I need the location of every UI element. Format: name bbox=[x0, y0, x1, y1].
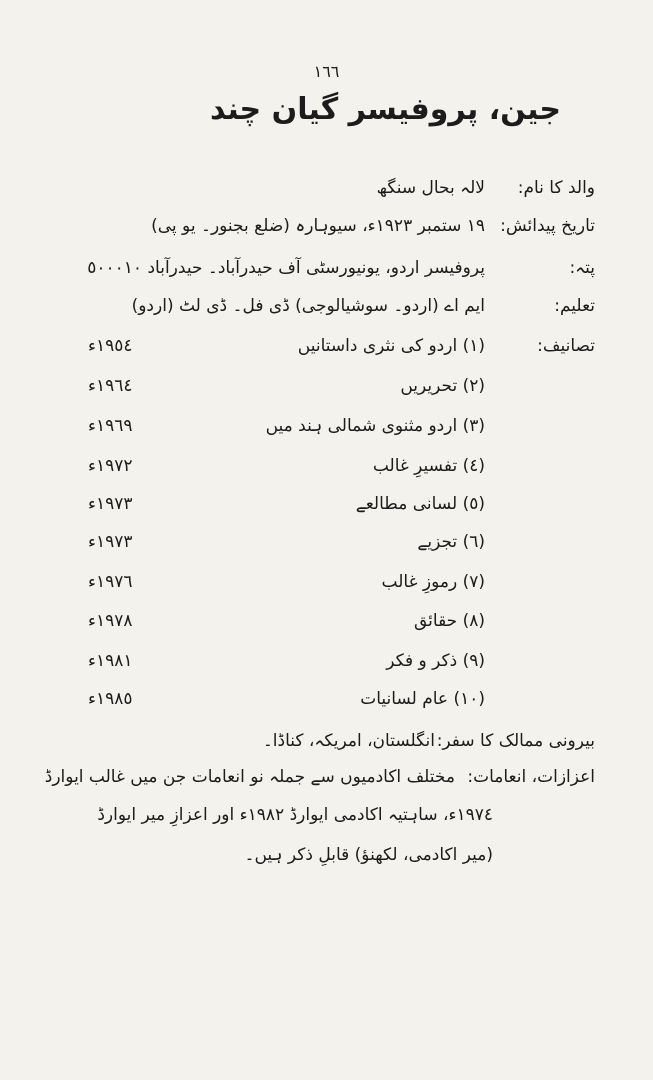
education-label: تعلیم: bbox=[554, 296, 595, 316]
work-year: ١٩٦٩ء bbox=[88, 416, 133, 436]
work-year: ١٩٧٢ء bbox=[88, 456, 133, 476]
work-title: (٦) تجزیے bbox=[417, 532, 485, 552]
address-label: پتہ: bbox=[569, 258, 595, 278]
work-title: (٧) رموزِ غالب bbox=[381, 572, 485, 592]
work-year: ١٩٨٥ء bbox=[88, 689, 133, 709]
travel-value: انگلستان، امریکہ، کناڈا۔ bbox=[262, 731, 435, 751]
work-title: (١) اردو کی نثری داستانیں bbox=[297, 336, 485, 356]
work-year: ١٩٧٣ء bbox=[88, 494, 133, 514]
work-title: (٥) لسانی مطالعے bbox=[355, 494, 485, 514]
work-title: (٣) اردو مثنوی شمالی ہند میں bbox=[265, 416, 485, 436]
awards-label: اعزازات، انعامات: bbox=[467, 767, 595, 787]
work-year: ١٩٧٦ء bbox=[88, 572, 133, 592]
awards-line-3: (میر اکادمی، لکھنؤ) قابلِ ذکر ہیں۔ bbox=[244, 845, 493, 865]
page-number: ١٦٦ bbox=[313, 62, 340, 81]
travel-label: بیرونی ممالک کا سفر: bbox=[436, 731, 595, 751]
works-label: تصانیف: bbox=[537, 336, 595, 356]
work-year: ١٩٧٣ء bbox=[88, 532, 133, 552]
work-year: ١٩٧٨ء bbox=[88, 611, 133, 631]
education-value: ایم اے (اردو۔ سوشیالوجی) ڈی فل۔ ڈی لٹ (اردو) bbox=[131, 296, 485, 316]
birth-label: تاریخ پیدائش: bbox=[500, 216, 595, 236]
work-title: (١٠) عام لسانیات bbox=[360, 689, 485, 709]
father-label: والد کا نام: bbox=[517, 178, 595, 198]
work-title: (٤) تفسیرِ غالب bbox=[372, 456, 485, 476]
work-title: (٩) ذکر و فکر bbox=[386, 651, 485, 671]
awards-line-2: ١٩٧٤ء، ساہتیہ اکادمی ایوارڈ ١٩٨٢ء اور اعزازِ میر ایوارڈ bbox=[97, 805, 493, 825]
work-year: ١٩٥٤ء bbox=[88, 336, 133, 356]
birth-value: ١٩ ستمبر ١٩٢٣ء، سیوہارہ (ضلع بجنور۔ یو پی) bbox=[151, 216, 485, 236]
awards-line-1: مختلف اکادمیوں سے جملہ نو انعامات جن میں غالب ایوارڈ bbox=[44, 767, 455, 787]
address-value: پروفیسر اردو، یونیورسٹی آف حیدرآباد۔ حیدرآباد ٥٠٠٠١٠ bbox=[87, 258, 485, 278]
page-title: جین، پروفیسر گیان چند bbox=[209, 92, 561, 127]
work-year: ١٩٨١ء bbox=[88, 651, 133, 671]
work-title: (٨) حقائق bbox=[413, 611, 485, 631]
work-title: (٢) تحریریں bbox=[400, 376, 485, 396]
father-value: لالہ بحال سنگھ bbox=[376, 178, 485, 198]
work-year: ١٩٦٤ء bbox=[88, 376, 133, 396]
